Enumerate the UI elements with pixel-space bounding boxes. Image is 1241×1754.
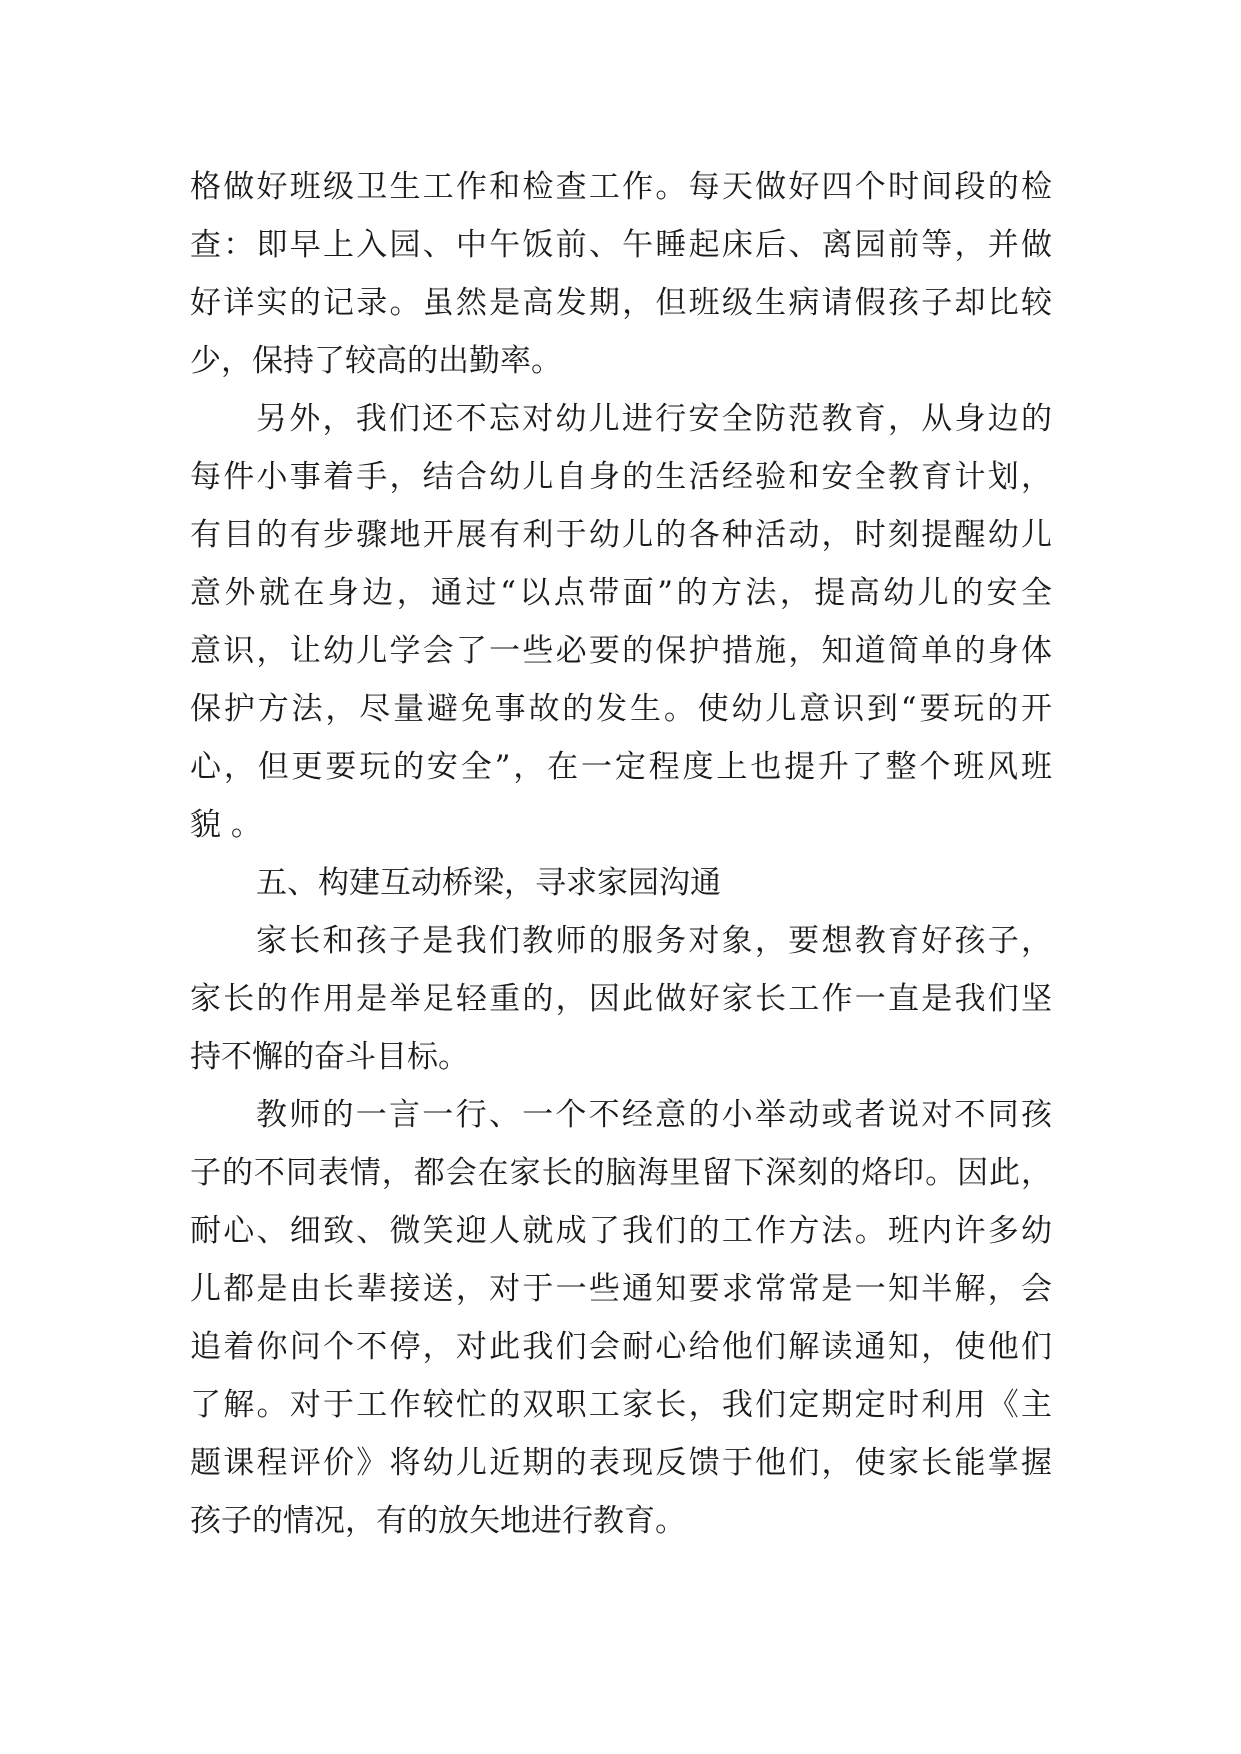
text-line: 好详实的记录。虽然是高发期，但班级生病请假孩子却比较 xyxy=(190,285,1052,321)
text-line: 持不懈的奋斗目标。 xyxy=(190,1039,469,1075)
text-line: 查：即早上入园、中午饭前、午睡起床后、离园前等，并做 xyxy=(190,227,1052,263)
text-line: 另外，我们还不忘对幼儿进行安全防范教育，从身边的 xyxy=(256,401,1052,437)
text-line: 耐心、细致、微笑迎人就成了我们的工作方法。班内许多幼 xyxy=(190,1213,1052,1249)
section-heading: 五、构建互动桥梁，寻求家园沟通 xyxy=(256,865,721,901)
text-line: 家长的作用是举足轻重的，因此做好家长工作一直是我们坚 xyxy=(190,981,1052,1017)
text-line: 家长和孩子是我们教师的服务对象，要想教育好孩子， xyxy=(256,923,1052,959)
text-line: 心，但更要玩的安全”，在一定程度上也提升了整个班风班 xyxy=(190,749,1052,785)
text-line: 孩子的情况，有的放矢地进行教育。 xyxy=(190,1503,686,1539)
text-line: 子的不同表情，都会在家长的脑海里留下深刻的烙印。因此， xyxy=(190,1155,1052,1191)
document-body xyxy=(190,158,1052,1550)
text-line: 了解。对于工作较忙的双职工家长，我们定期定时利用《主 xyxy=(190,1387,1052,1423)
text-line: 少，保持了较高的出勤率。 xyxy=(190,343,562,379)
text-line: 貌 。 xyxy=(190,807,262,843)
text-line: 保护方法，尽量避免事故的发生。使幼儿意识到“要玩的开 xyxy=(190,691,1052,727)
text-line: 每件小事着手，结合幼儿自身的生活经验和安全教育计划， xyxy=(190,459,1052,495)
text-line: 意外就在身边，通过“以点带面”的方法，提高幼儿的安全 xyxy=(190,575,1052,611)
text-line: 教师的一言一行、一个不经意的小举动或者说对不同孩 xyxy=(256,1097,1052,1133)
text-line: 意识，让幼儿学会了一些必要的保护措施，知道简单的身体 xyxy=(190,633,1052,669)
text-line: 题课程评价》将幼儿近期的表现反馈于他们，使家长能掌握 xyxy=(190,1445,1052,1481)
text-line: 儿都是由长辈接送，对于一些通知要求常常是一知半解，会 xyxy=(190,1271,1052,1307)
text-line: 有目的有步骤地开展有利于幼儿的各种活动，时刻提醒幼儿 xyxy=(190,517,1052,553)
text-line: 格做好班级卫生工作和检查工作。每天做好四个时间段的检 xyxy=(190,169,1052,205)
text-line: 追着你问个不停，对此我们会耐心给他们解读通知，使他们 xyxy=(190,1329,1052,1365)
